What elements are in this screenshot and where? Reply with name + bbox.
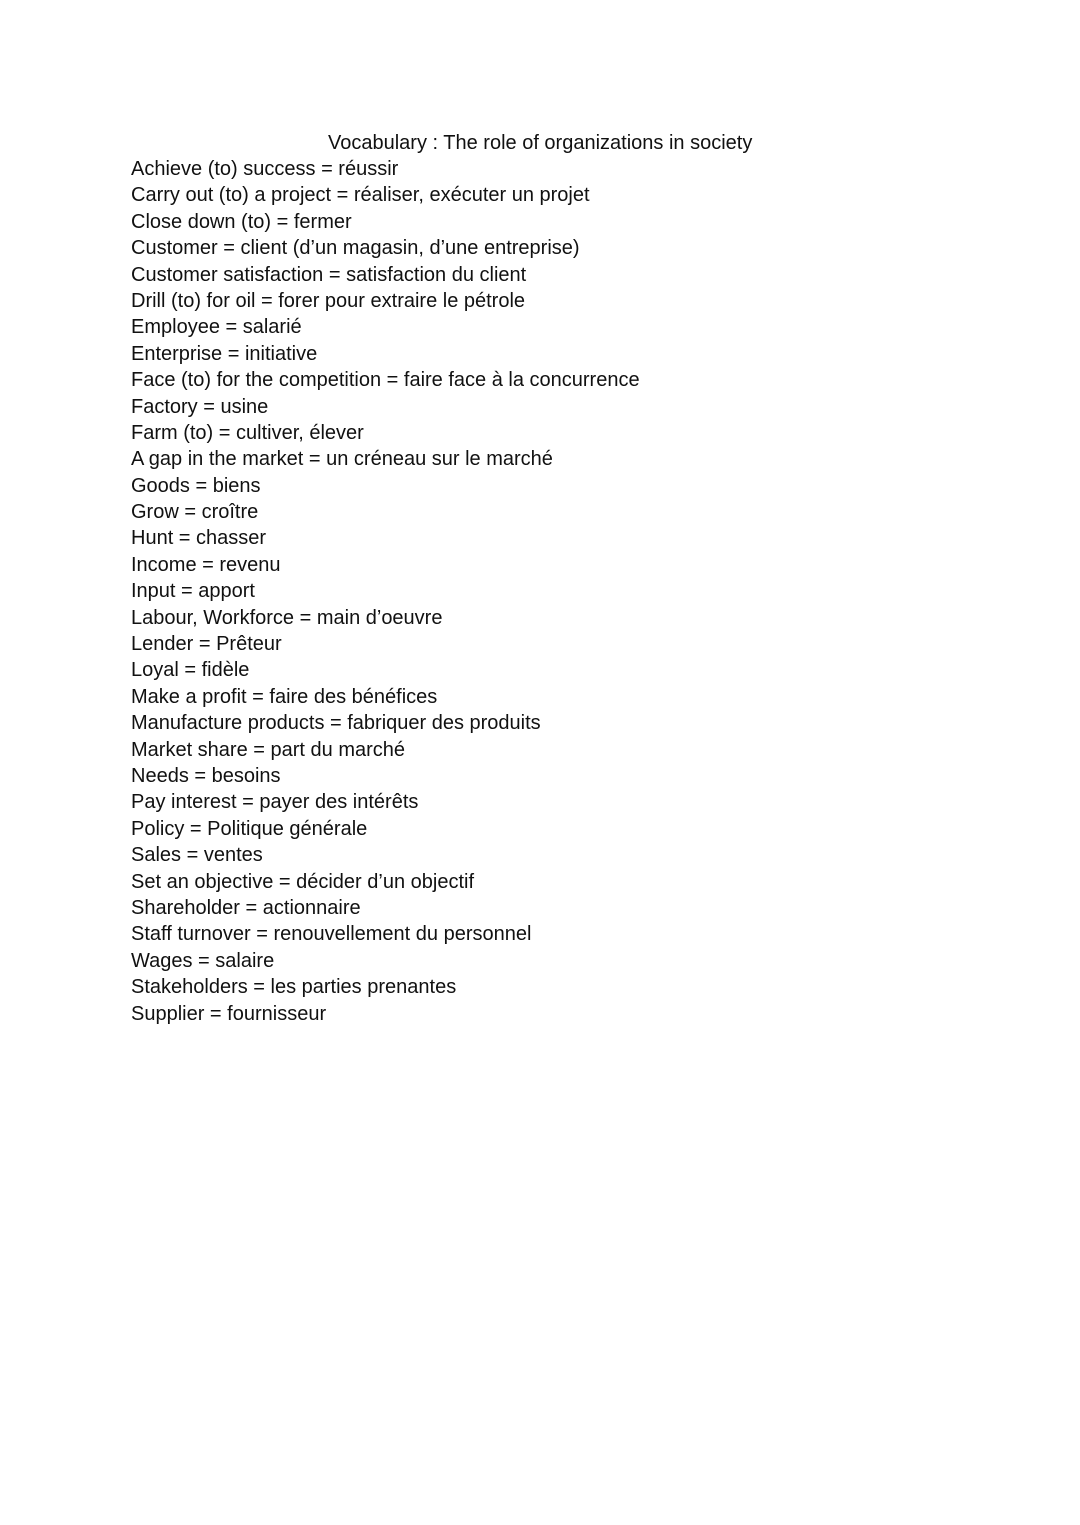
vocabulary-entry: Sales = ventes — [131, 844, 263, 867]
vocabulary-entry: Achieve (to) success = réussir — [131, 158, 399, 180]
vocabulary-entry: Lender = Prêteur — [131, 633, 282, 656]
vocabulary-entry: Pay interest = payer des intérêts — [131, 791, 419, 814]
vocabulary-entry: Face (to) for the competition = faire face à la concurrence — [131, 369, 640, 392]
vocabulary-entry: Policy = Politique générale — [131, 817, 368, 840]
vocabulary-entry: Market share = part du marché — [131, 738, 406, 761]
vocabulary-entry: Employee = salarié — [131, 316, 302, 339]
vocabulary-entry: Wages = salaire — [131, 949, 275, 972]
vocabulary-entry: Shareholder = actionnaire — [131, 896, 361, 919]
vocabulary-entry: Input = apport — [131, 580, 255, 603]
vocabulary-entry: Carry out (to) a project = réaliser, exécuter un projet — [131, 184, 590, 207]
vocabulary-entry: Loyal = fidèle — [131, 659, 250, 682]
vocabulary-entry: Stakeholders = les parties prenantes — [131, 976, 457, 999]
vocabulary-entry: A gap in the market = un créneau sur le marché — [131, 448, 553, 471]
vocabulary-entry: Manufacture products = fabriquer des produits — [131, 712, 541, 735]
vocabulary-entry: Customer = client (d’un magasin, d’une entreprise) — [131, 237, 580, 260]
vocabulary-entry: Farm (to) = cultiver, élever — [131, 421, 364, 444]
vocabulary-entry: Make a profit = faire des bénéfices — [131, 685, 438, 708]
document-title: Vocabulary : The role of organizations in society — [328, 132, 753, 154]
vocabulary-entry: Customer satisfaction = satisfaction du client — [131, 263, 527, 286]
vocabulary-entry: Factory = usine — [131, 395, 269, 418]
vocabulary-entry: Drill (to) for oil = forer pour extraire le pétrole — [131, 289, 526, 312]
vocabulary-entry: Needs = besoins — [131, 764, 281, 787]
vocabulary-entry: Staff turnover = renouvellement du personnel — [131, 923, 532, 946]
vocabulary-entry: Labour, Workforce = main d’oeuvre — [131, 606, 443, 629]
vocabulary-entry: Grow = croître — [131, 501, 259, 524]
vocabulary-entry: Enterprise = initiative — [131, 342, 318, 365]
vocabulary-entry: Supplier = fournisseur — [131, 1002, 327, 1025]
vocabulary-entry: Hunt = chasser — [131, 527, 267, 550]
vocabulary-entry: Income = revenu — [131, 553, 281, 576]
vocabulary-entry: Set an objective = décider d’un objectif — [131, 870, 474, 893]
vocabulary-entry: Goods = biens — [131, 474, 261, 497]
vocabulary-list — [131, 156, 640, 1027]
vocabulary-entry: Close down (to) = fermer — [131, 210, 352, 233]
